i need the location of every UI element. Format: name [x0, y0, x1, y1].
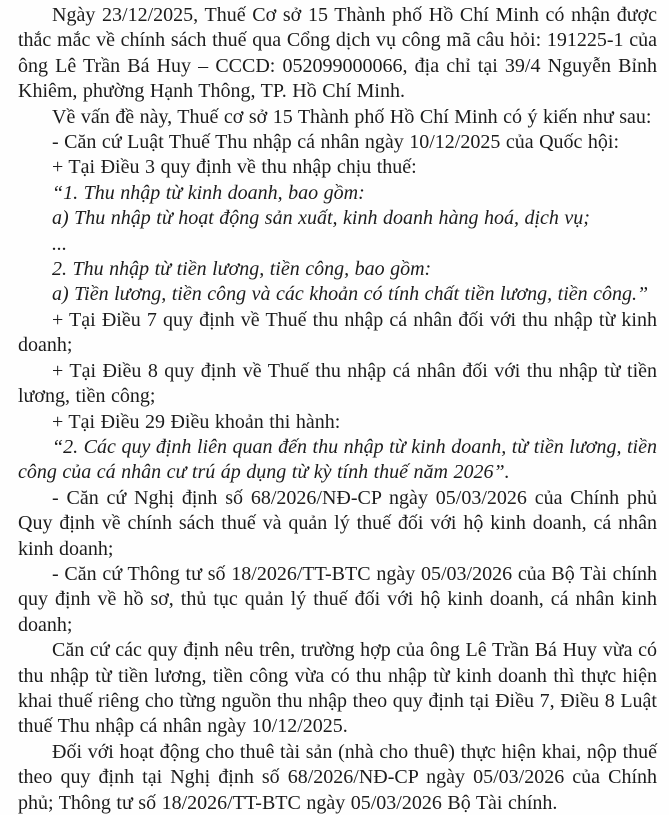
para-basis-pit-law: - Căn cứ Luật Thuế Thu nhập cá nhân ngày 10/12/2025 của Quốc hội: [52, 131, 620, 154]
para-quote-ellipsis: ... [52, 232, 67, 255]
para-article-8: + Tại Điều 8 quy định về Thuế thu nhập cá nhân đối với thu nhập từ tiền lương, tiền công; [18, 359, 657, 408]
para-conclusion: Căn cứ các quy định nêu trên, trường hợp của ông Lê Trần Bá Huy vừa có thu nhập từ tiền lương, tiền công vừa có thu nhập từ kinh doanh thì thực hiện khai thuế riêng cho từng nguồn thu nhập theo quy định tại Điều 7, Điều 8 Luật thuế Thu nhập cá nhân ngày 10/12/2025. [18, 639, 657, 738]
para-article-7: + Tại Điều 7 quy định về Thuế thu nhập cá nhân đối với thu nhập từ kinh doanh; [18, 308, 657, 357]
para-quote-clause-1a: a) Thu nhập từ hoạt động sản xuất, kinh doanh hàng hoá, dịch vụ; [52, 207, 590, 230]
para-quote-clause-2: 2. Thu nhập từ tiền lương, tiền công, bao gồm: [52, 258, 432, 281]
para-quote-clause-1: “1. Thu nhập từ kinh doanh, bao gồm: [52, 181, 365, 204]
para-receipt-intro: Ngày 23/12/2025, Thuế Cơ sở 15 Thành phố Hồ Chí Minh có nhận được thắc mắc về chính sách thuế qua Cổng dịch vụ công mã câu hỏi: 191225-1 của ông Lê Trần Bá Huy – CCCD: 052099000066, địa chỉ tại 39/4 Nguyễn Bỉnh Khiêm, phường Hạnh Thông, TP. Hồ Chí Minh. [18, 4, 657, 103]
para-quote-clause-2a: a) Tiền lương, tiền công và các khoản có tính chất tiền lương, tiền công.” [52, 283, 649, 306]
para-article-3: + Tại Điều 3 quy định về thu nhập chịu thuế: [52, 156, 417, 179]
para-opinion-intro: Về vấn đề này, Thuế cơ sở 15 Thành phố Hồ Chí Minh có ý kiến như sau: [52, 105, 652, 128]
para-article-29: + Tại Điều 29 Điều khoản thi hành: [52, 410, 341, 433]
para-rental-guidance: Đối với hoạt động cho thuê tài sản (nhà cho thuê) thực hiện khai, nộp thuế theo quy định tại Nghị định số 68/2026/NĐ-CP ngày 05/03/2026 của Chính phủ; Thông tư số 18/2026/TT-BTC ngày 05/03/2026 Bộ Tài chính. [18, 740, 657, 814]
para-basis-circular-18: - Căn cứ Thông tư số 18/2026/TT-BTC ngày 05/03/2026 của Bộ Tài chính quy định về hồ sơ, thủ tục quản lý thuế đối với hộ kinh doanh, cá nhân kinh doanh; [18, 562, 657, 636]
para-basis-decree-68: - Căn cứ Nghị định số 68/2026/NĐ-CP ngày 05/03/2026 của Chính phủ Quy định về chính sách thuế và quản lý thuế đối với hộ kinh doanh, cá nhân kinh doanh; [18, 486, 657, 560]
para-quote-article-29: “2. Các quy định liên quan đến thu nhập từ kinh doanh, từ tiền lương, tiền công của cá nhân cư trú áp dụng từ kỳ tính thuế năm 2026”. [18, 435, 657, 484]
